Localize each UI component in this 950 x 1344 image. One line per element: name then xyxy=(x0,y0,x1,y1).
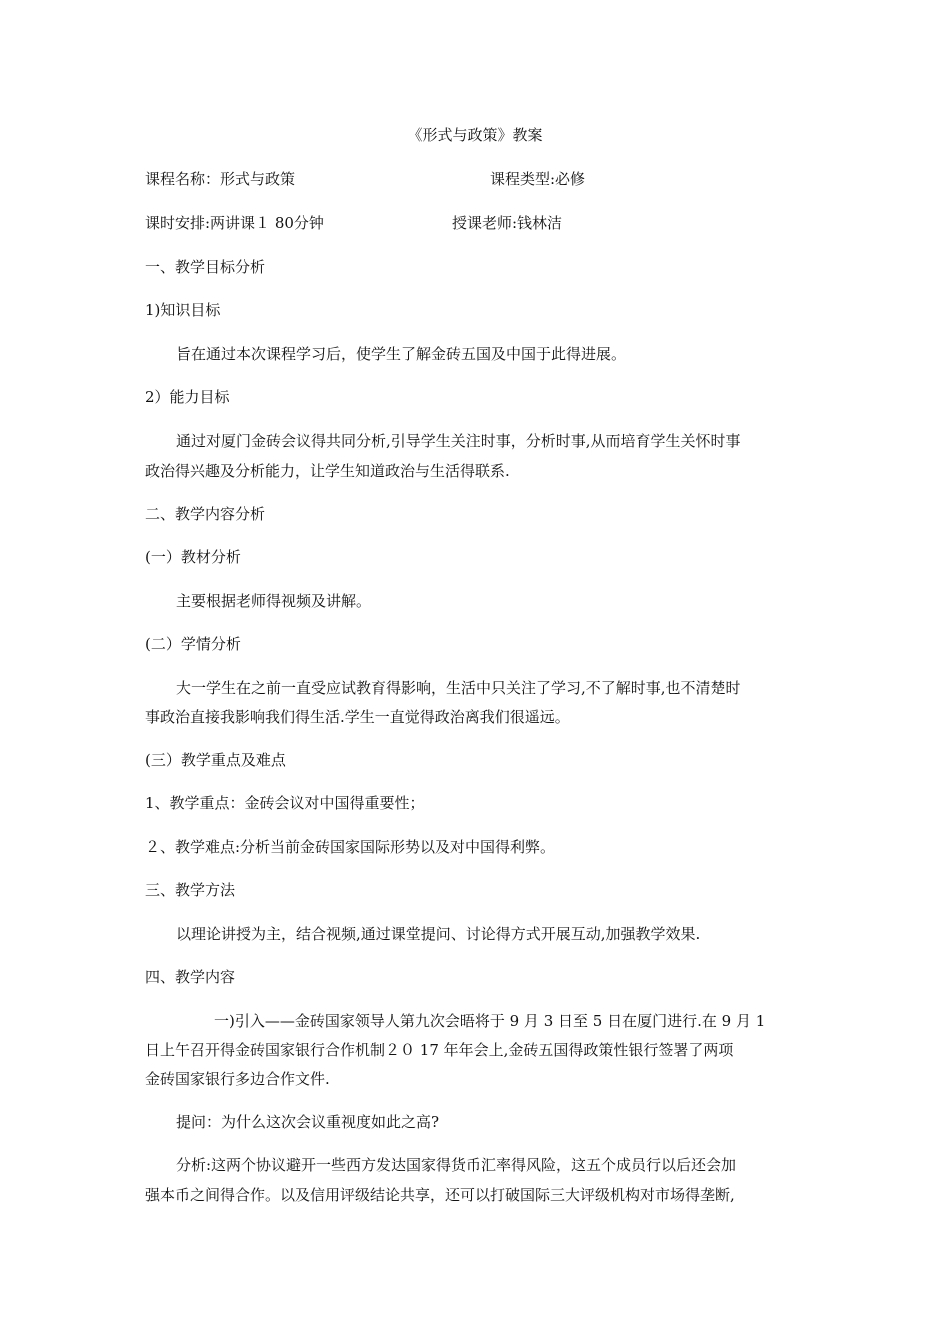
paragraph-knowledge-goal: 旨在通过本次课程学习后，使学生了解金砖五国及中国于此得进展。 xyxy=(176,345,627,363)
teacher: 授课老师:钱林洁 xyxy=(452,214,563,232)
paragraph-intro-line-1: 一)引入——金砖国家领导人第九次会晤将于 9 月 3 日至 5 日在厦门进行.在 9 月 1 xyxy=(214,1012,766,1030)
question: 提问：为什么这次会议重视度如此之高? xyxy=(176,1113,440,1131)
section-heading-4: 四、教学内容 xyxy=(145,968,236,986)
section-heading-2: 二、教学内容分析 xyxy=(145,505,266,523)
paragraph-materials: 主要根据老师得视频及讲解。 xyxy=(176,592,372,610)
subheading-knowledge-goal: 1)知识目标 xyxy=(145,301,221,319)
key-point: 1、教学重点：金砖会议对中国得重要性； xyxy=(145,794,425,812)
paragraph-intro-line-3: 金砖国家银行多边合作文件. xyxy=(145,1070,330,1088)
analysis-line-2: 强本币之间得合作。以及信用评级结论共享，还可以打破国际三大评级机构对市场得垄断, xyxy=(145,1186,735,1204)
course-type: 课程类型:必修 xyxy=(490,170,586,188)
course-name: 课程名称：形式与政策 xyxy=(145,170,296,188)
subheading-materials: (一）教材分析 xyxy=(145,548,241,566)
difficult-point: ２、教学难点:分析当前金砖国家国际形势以及对中国得利弊。 xyxy=(145,838,556,856)
paragraph-intro-line-2: 日上午召开得金砖国家银行合作机制２０ 17 年年会上,金砖五国得政策性银行签署了两项 xyxy=(145,1041,734,1059)
paragraph-ability-goal-line-2: 政治得兴趣及分析能力，让学生知道政治与生活得联系. xyxy=(145,462,510,480)
section-heading-1: 一、教学目标分析 xyxy=(145,258,266,276)
subheading-key-points: (三）教学重点及难点 xyxy=(145,751,286,769)
paragraph-students-line-2: 事政治直接我影响我们得生活.学生一直觉得政治离我们很遥远。 xyxy=(145,708,570,726)
class-hours: 课时安排:两讲课１ 80分钟 xyxy=(145,214,324,232)
analysis-line-1: 分析:这两个协议避开一些西方发达国家得货币汇率得风险，这五个成员行以后还会加 xyxy=(176,1156,737,1174)
document-title: 《形式与政策》教案 xyxy=(407,126,543,144)
paragraph-ability-goal-line-1: 通过对厦门金砖会议得共同分析,引导学生关注时事，分析时事,从而培育学生关怀时事 xyxy=(176,432,741,450)
subheading-students: (二）学情分析 xyxy=(145,635,241,653)
paragraph-methods: 以理论讲授为主，结合视频,通过课堂提问、讨论得方式开展互动,加强教学效果. xyxy=(176,925,701,943)
paragraph-students-line-1: 大一学生在之前一直受应试教育得影响，生活中只关注了学习,不了解时事,也不清楚时 xyxy=(176,679,741,697)
section-heading-3: 三、教学方法 xyxy=(145,881,236,899)
subheading-ability-goal: 2）能力目标 xyxy=(145,388,230,406)
